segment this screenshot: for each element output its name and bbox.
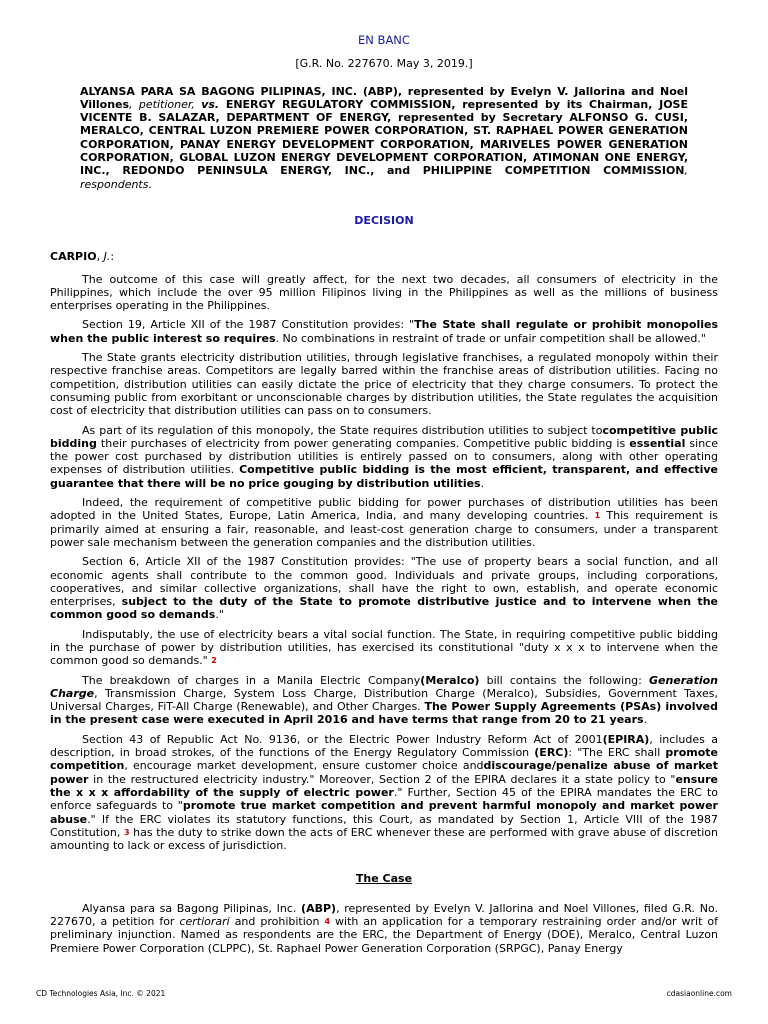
text-run: their purchases of electricity from power generating companies. Competitive public bidding is <box>96 436 630 450</box>
bold-run: ensure the x x x affordability of the supply of electric power <box>50 772 718 799</box>
text-run: and prohibition <box>229 915 325 929</box>
ponente-name: CARPIO <box>50 250 97 264</box>
ponente-colon: : <box>110 250 115 264</box>
text-run: The breakdown of charges in a Manila Electric Company <box>82 673 421 687</box>
text-run: Indisputably, the use of electricity bears a vital social function. The State, in requiring competitive public bidding in the purchase of power by distribution utilities, has exercised its constitutional "duty x x x to intervene when the common good so demands." <box>50 627 718 668</box>
bold-run: competitive public bidding <box>50 423 718 450</box>
bold-run: The Power Supply Agreements (PSAs) involved in the present case were executed in April 2016 and have terms that range from 20 to 21 years <box>50 700 718 727</box>
text-run: As part of its regulation of this monopoly, the State requires distribution utilities to subject to <box>82 423 603 437</box>
text-run: Section 19, Article XII of the 1987 Constitution provides: " <box>82 318 415 332</box>
paragraph-1: The outcome of this case will greatly affect, for the next two decades, all consumers of electricity in the Philippines, which include the over 95 million Filipinos living in the Philippines as well as the millions of business enterprises operating in the Philippines. <box>50 272 718 313</box>
respondents-role: , respondents. <box>80 164 688 191</box>
text-run: with an application for a temporary restraining order and/or writ of preliminary injunction. Named as respondents are the ERC, the Department of Energy (DOE), Meralco, Central Luzon Premiere Power Corporation (CLPPC), St. Raphael Power Generation Corporation (SRPGC), Panay Energy <box>50 915 718 955</box>
petitioner-role: , petitioner, <box>129 97 202 111</box>
en-banc-heading: EN BANC <box>358 33 410 47</box>
bold-run: (ERC) <box>534 746 569 760</box>
text-run: This requirement is primarily aimed at ensuring a fair, reasonable, and least-cost generation charge to consumers, under a transparent power sale mechanism between the generation companies and the distribution utilities. <box>50 509 718 549</box>
text-run: ." <box>215 608 224 622</box>
bold-run: (Meralco) <box>420 673 480 687</box>
text-run: Alyansa para sa Bagong Pilipinas, Inc. <box>82 901 302 915</box>
bold-run: The State shall regulate or prohibit monopolies when the public interest so requires <box>50 318 718 345</box>
ponente <box>50 250 718 263</box>
paragraph-3: The State grants electricity distribution utilities, through legislative franchises, a regulated monopoly within their respective franchise areas. Competitors are legally barred within the franchise areas of distribution utilities. Facing no competition, distribution utilities can easily dictate the price of electricity that they charge consumers. To protect the consuming public from exorbitant or unconscionable charges by distribution utilities, the State regulates the acquisition cost of electricity that distribution utilities can pass on to consumers. <box>50 351 718 418</box>
bold-run: promote competition <box>50 746 719 773</box>
case-number: [G.R. No. 227670. May 3, 2019.] <box>295 57 473 71</box>
the-case-heading: The Case <box>355 872 413 886</box>
bold-run: subject to the duty of the State to promote distributive justice and to intervene when the common good so demands <box>50 595 718 622</box>
text-run: Section 6, Article XII of the 1987 Constitution provides: "The use of property bears a social function, and all economic agents shall contribute to the common good. Individuals and private groups, including corporations, cooperatives, and similar collective organizations, shall have the right to own, establish, and operate economic enterprises, <box>50 555 718 609</box>
footnote-link-1[interactable]: 1 <box>594 511 601 521</box>
paragraph-5 <box>50 496 718 549</box>
text-run: has the duty to strike down the acts of ERC whenever these are performed with grave abuse of discretion amounting to lack or excess of jurisdiction. <box>50 825 718 853</box>
text-run: : "The ERC shall <box>568 746 666 760</box>
versus: vs. <box>201 97 220 111</box>
text-run: . <box>643 713 648 727</box>
text-run: , Transmission Charge, System Loss Charge, Distribution Charge (Meralco), Subsidies, Government Taxes, Universal Charges, FiT-All Charge (Renewable), and Other Charges. <box>50 686 718 714</box>
text-run: . <box>480 476 485 490</box>
bold-run: discourage/penalize abuse of market power <box>50 759 718 786</box>
paragraph-8 <box>50 674 718 727</box>
respondents-names: ENERGY REGULATORY COMMISSION, represented by its Chairman, JOSE VICENTE B. SALAZAR, DEPARTMENT OF ENERGY, represented by Secretary ALFONSO G. CUSI, MERALCO, CENTRAL LUZON PREMIERE POWER CORPORATION, ST. RAPHAEL POWER GENERATION CORPORATION, PANAY ENERGY DEVELOPMENT CORPORATION, MARIVELES POWER GENERATION CORPORATION, GLOBAL LUZON ENERGY DEVELOPMENT CORPORATION, ATIMONAN ONE ENERGY, INC., REDONDO PENINSULA ENERGY, INC., and PHILIPPINE COMPETITION COMMISSION <box>80 97 688 178</box>
case-title <box>50 85 718 191</box>
footnote-link-2[interactable]: 2 <box>211 656 217 666</box>
text-run: , encourage market development, ensure customer choice and <box>124 759 484 773</box>
text-run: Section 43 of Republic Act No. 9136, or the Electric Power Industry Reform Act of 2001 <box>82 732 603 746</box>
text-run: bill contains the following: <box>479 673 649 687</box>
footer-site: cdasiaonline.com <box>666 989 732 998</box>
text-run: in the restructured electricity industry." Moreover, Section 2 of the EPIRA declares it a state policy to " <box>88 772 676 786</box>
ponente-sep: , <box>96 250 104 264</box>
bold-run: promote true market competition and prevent harmful monopoly and market power abuse <box>50 799 718 826</box>
paragraph-7 <box>50 628 718 668</box>
bold-italic-run: Generation Charge <box>50 673 719 700</box>
bold-run: (EPIRA) <box>602 732 650 746</box>
text-run: , represented by Evelyn V. Jallorina and Noel Villones, filed G.R. No. 227670, a petition for <box>50 901 718 929</box>
decision-heading: DECISION <box>354 213 414 227</box>
footnote-link-3[interactable]: 3 <box>123 827 130 837</box>
paragraph-4 <box>50 424 718 490</box>
paragraph-6 <box>50 555 718 621</box>
footnote-link-4[interactable]: 4 <box>324 917 331 927</box>
text-run: ." Further, Section 45 of the EPIRA mandates the ERC to enforce safeguards to " <box>50 785 718 813</box>
italic-run: certiorari <box>179 915 230 929</box>
text-run: ." If the ERC violates its statutory functions, this Court, as mandated by Section 1, Article VIII of the 1987 Constitution, <box>50 812 718 839</box>
text-run: since the power cost purchased by distribution utilities is entirely passed on to consumers, along with other operating expenses of distribution utilities. <box>50 436 718 477</box>
ponente-title: J. <box>103 250 111 264</box>
footer-copyright: CD Technologies Asia, Inc. © 2021 <box>36 989 166 998</box>
text-run: . No combinations in restraint of trade or unfair competition shall be allowed." <box>275 331 706 345</box>
text-run: , includes a description, in broad strokes, of the functions of the Energy Regulatory Commission <box>50 732 718 760</box>
petitioner-name: ALYANSA PARA SA BAGONG PILIPINAS, INC. (ABP), represented by Evelyn V. Jallorina and Noel Villones <box>80 84 688 111</box>
paragraph-2 <box>50 318 718 345</box>
paragraph-10 <box>50 902 718 955</box>
bold-run: essential <box>629 436 686 450</box>
paragraph-9 <box>50 733 718 853</box>
bold-run: (ABP) <box>301 901 337 915</box>
bold-run: Competitive public bidding is the most efficient, transparent, and effective guarantee that there will be no price gouging by distribution utilities <box>50 463 718 490</box>
text-run: Indeed, the requirement of competitive public bidding for power purchases of distribution utilities has been adopted in the United States, Europe, Latin America, India, and many developing countries. <box>50 496 718 523</box>
document-page <box>50 34 718 961</box>
